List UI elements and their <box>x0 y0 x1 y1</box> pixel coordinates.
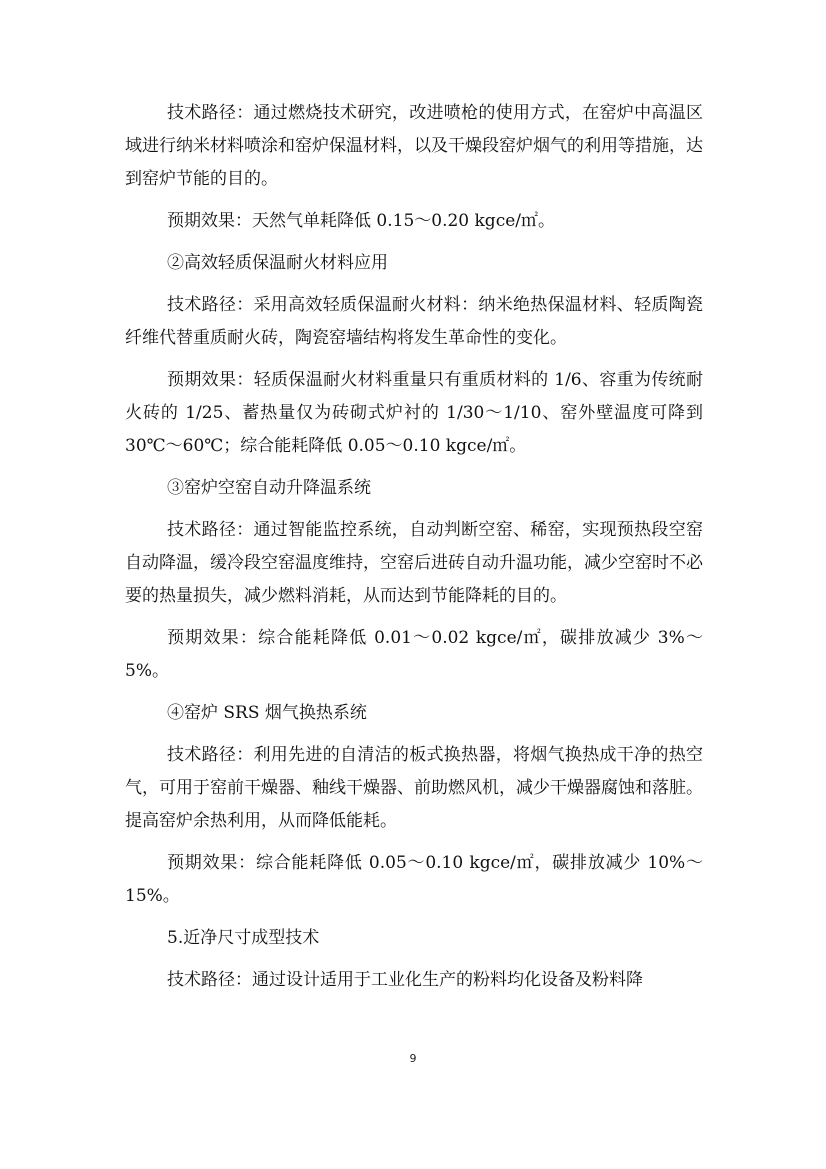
body-text <box>125 97 703 997</box>
paragraph-tech-path-srs: 技术路径：利用先进的自清洁的板式换热器，将烟气换热成干净的热空气，可用于窑前干燥器、釉线干燥器、前助燃风机，减少干燥器腐蚀和落脏。提高窑炉余热利用，从而降低能耗。 <box>125 745 703 831</box>
paragraph-expected-effect-gas: 预期效果：天然气单耗降低 0.15～0.20 kgce/㎡。 <box>167 211 556 231</box>
heading-insulation-refractory: ②高效轻质保温耐火材料应用 <box>167 253 388 273</box>
paragraph-expected-effect-insulation: 预期效果：轻质保温耐火材料重量只有重质材料的 1/6、容重为传统耐火砖的 1/25、蓄热量仅为砖砌式炉衬的 1/30～1/10、窑外壁温度可降到 30℃～60℃；综合能耗降低 0.05～0.10 kgce/㎡。 <box>125 370 703 456</box>
page-number: 9 <box>409 1052 417 1065</box>
heading-srs-flue-gas: ④窑炉 SRS 烟气换热系统 <box>167 703 367 723</box>
paragraph-tech-path-empty-kiln: 技术路径：通过智能监控系统，自动判断空窑、稀窑，实现预热段空窑自动降温，缓冷段空窑温度维持，空窑后进砖自动升温功能，减少空窑时不必要的热量损失，减少燃料消耗，从而达到节能降耗的目的。 <box>125 520 703 606</box>
paragraph-tech-path-combustion: 技术路径：通过燃烧技术研究，改进喷枪的使用方式，在窑炉中高温区域进行纳米材料喷涂和窑炉保温材料，以及干燥段窑炉烟气的利用等措施，达到窑炉节能的目的。 <box>125 103 703 189</box>
paragraph-expected-effect-empty-kiln: 预期效果：综合能耗降低 0.01～0.02 kgce/㎡，碳排放减少 3%～5%。 <box>125 628 703 681</box>
paragraph-tech-path-near-net: 技术路径：通过设计适用于工业化生产的粉料均化设备及粉料降 <box>167 970 643 990</box>
heading-empty-kiln-system: ③窑炉空窑自动升降温系统 <box>167 478 371 498</box>
paragraph-tech-path-insulation: 技术路径：采用高效轻质保温耐火材料：纳米绝热保温材料、轻质陶瓷纤维代替重质耐火砖，陶瓷窑墙结构将发生革命性的变化。 <box>125 295 703 348</box>
paragraph-expected-effect-srs: 预期效果：综合能耗降低 0.05～0.10 kgce/㎡，碳排放减少 10%～15%。 <box>125 853 703 906</box>
heading-near-net-shape: 5.近净尺寸成型技术 <box>167 928 320 948</box>
